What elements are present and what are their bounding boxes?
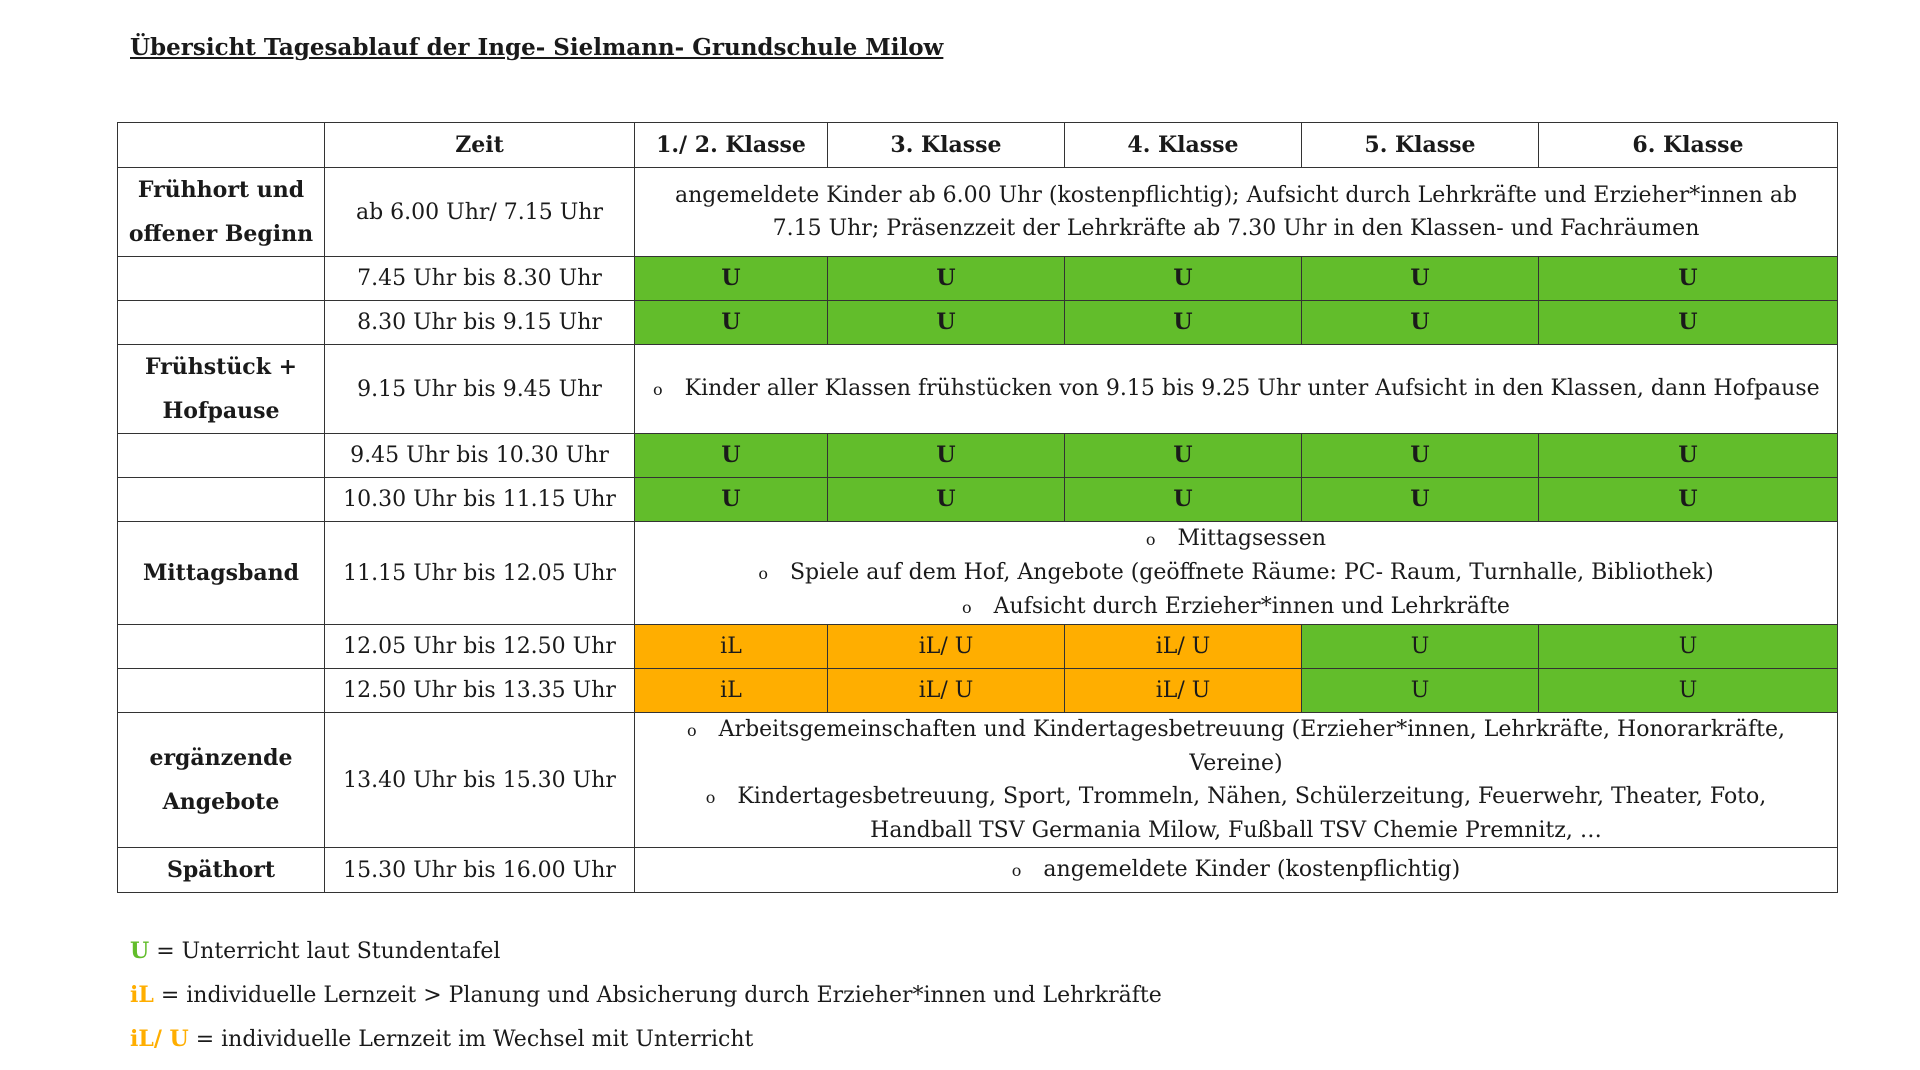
time-cell: 15.30 Uhr bis 16.00 Uhr (325, 848, 635, 893)
time-cell: 9.45 Uhr bis 10.30 Uhr (325, 434, 635, 478)
lesson-cell: U (1302, 301, 1539, 345)
time-cell: 9.15 Uhr bis 9.45 Uhr (325, 345, 635, 434)
lesson-cell: U (1065, 434, 1302, 478)
time-cell: 7.45 Uhr bis 8.30 Uhr (325, 257, 635, 301)
list-item (675, 780, 1797, 847)
time-cell: 13.40 Uhr bis 15.30 Uhr (325, 713, 635, 848)
lesson-cell: U (1302, 669, 1539, 713)
list-item (639, 590, 1833, 624)
time-cell: 10.30 Uhr bis 11.15 Uhr (325, 478, 635, 522)
lesson-cell: U (1065, 301, 1302, 345)
row-label-empty (118, 257, 325, 301)
row-label-empty (118, 669, 325, 713)
lesson-cell: U (828, 478, 1065, 522)
lesson-cell: U (1302, 434, 1539, 478)
legend-key: iL (130, 982, 154, 1008)
header-class-1-2: 1./ 2. Klasse (635, 123, 828, 168)
row-label-empty (118, 434, 325, 478)
lesson-cell: U (1539, 301, 1838, 345)
legend-key: iL/ U (130, 1026, 189, 1052)
lesson-cell: U (1065, 257, 1302, 301)
lesson-cell: U (828, 434, 1065, 478)
row-label-line: Hofpause (162, 398, 280, 424)
row-label-empty (118, 625, 325, 669)
table-row-slot6 (118, 669, 1838, 713)
lesson-cell: U (1065, 478, 1302, 522)
lesson-cell: U (1302, 257, 1539, 301)
lesson-cell: U (635, 257, 828, 301)
header-class-5: 5. Klasse (1302, 123, 1539, 168)
list-item-text: Spiele auf dem Hof, Angebote (geöffnete Räume: PC- Raum, Turnhalle, Bibliothek) (789, 560, 1714, 585)
bullet-icon: o (962, 598, 972, 617)
spaethort-description (635, 848, 1838, 893)
time-cell: 11.15 Uhr bis 12.05 Uhr (325, 522, 635, 625)
fruehstueck-text: Kinder aller Klassen frühstücken von 9.15 bis 9.25 Uhr unter Aufsicht in den Klassen, dann Hofpause (684, 376, 1820, 401)
row-label-fruehstueck (118, 345, 325, 434)
lesson-cell: U (1302, 625, 1539, 669)
mittagsband-description (635, 522, 1838, 625)
row-label-line: ergänzende (149, 745, 293, 771)
lernzeit-cell: iL/ U (828, 669, 1065, 713)
bullet-icon: o (653, 380, 663, 399)
lesson-cell: U (1539, 478, 1838, 522)
lernzeit-cell: iL (635, 669, 828, 713)
header-empty-cell (118, 123, 325, 168)
time-cell: ab 6.00 Uhr/ 7.15 Uhr (325, 168, 635, 257)
table-row-ergaenzende (118, 713, 1838, 848)
time-cell: 12.50 Uhr bis 13.35 Uhr (325, 669, 635, 713)
list-item (639, 522, 1833, 556)
legend-item-lernzeit (130, 982, 1162, 1008)
row-label-line: Frühstück + (144, 354, 298, 380)
list-item (639, 556, 1833, 590)
list-item-text: Mittagsessen (1177, 526, 1327, 551)
lesson-cell: U (1539, 257, 1838, 301)
lesson-cell: U (828, 301, 1065, 345)
list-item-text: Arbeitsgemeinschaften und Kindertagesbetreuung (Erzieher*innen, Lehrkräfte, Honorarkräfte, Vereine) (718, 717, 1785, 776)
lesson-cell: U (1539, 669, 1838, 713)
table-row-slot2 (118, 301, 1838, 345)
lesson-cell: U (828, 257, 1065, 301)
row-label-ergaenzende (118, 713, 325, 848)
row-label-line: offener Beginn (128, 221, 314, 247)
lesson-cell: U (635, 434, 828, 478)
fruehhort-description: angemeldete Kinder ab 6.00 Uhr (kostenpflichtig); Aufsicht durch Lehrkräfte und Erzieher*innen ab 7.15 Uhr; Präsenzzeit der Lehrkräfte ab 7.30 Uhr in den Klassen- und Fachräumen (635, 168, 1838, 257)
table-row-spaethort (118, 848, 1838, 893)
legend-item-unterricht (130, 938, 500, 964)
bullet-icon: o (687, 721, 697, 740)
list-item (675, 713, 1797, 780)
row-label-empty (118, 301, 325, 345)
time-cell: 12.05 Uhr bis 12.50 Uhr (325, 625, 635, 669)
lesson-cell: U (1302, 478, 1539, 522)
row-label-empty (118, 478, 325, 522)
bullet-icon: o (1011, 861, 1022, 880)
header-zeit: Zeit (325, 123, 635, 168)
list-item-text: Kindertagesbetreuung, Sport, Trommeln, Nähen, Schülerzeitung, Feuerwehr, Theater, Foto, Handball TSV Germania Milow, Fußball TSV Chemie Premnitz, … (737, 784, 1767, 843)
table-row-fruehhort (118, 168, 1838, 257)
lesson-cell: U (635, 478, 828, 522)
lernzeit-cell: iL (635, 625, 828, 669)
lesson-cell: U (1539, 625, 1838, 669)
header-row (118, 123, 1838, 168)
header-class-3: 3. Klasse (828, 123, 1065, 168)
lernzeit-cell: iL/ U (828, 625, 1065, 669)
table-row-slot1 (118, 257, 1838, 301)
spaethort-text: angemeldete Kinder (kostenpflichtig) (1043, 857, 1461, 882)
legend-item-lernzeit-wechsel (130, 1026, 753, 1052)
legend-text: = individuelle Lernzeit > Planung und Absicherung durch Erzieher*innen und Lehrkräfte (160, 983, 1162, 1008)
table-row-slot5 (118, 625, 1838, 669)
schedule-table (117, 122, 1838, 893)
bullet-icon: o (705, 788, 716, 807)
row-label-spaethort: Späthort (118, 848, 325, 893)
row-label-mittagsband: Mittagsband (118, 522, 325, 625)
legend-text: = individuelle Lernzeit im Wechsel mit Unterricht (195, 1027, 754, 1052)
bullet-icon: o (758, 564, 768, 583)
header-class-4: 4. Klasse (1065, 123, 1302, 168)
time-cell: 8.30 Uhr bis 9.15 Uhr (325, 301, 635, 345)
row-label-line: Angebote (162, 789, 280, 815)
row-label-fruehhort (118, 168, 325, 257)
row-label-line: Frühhort und (137, 177, 305, 203)
header-class-6: 6. Klasse (1539, 123, 1838, 168)
fruehstueck-description (635, 345, 1838, 434)
lesson-cell: U (635, 301, 828, 345)
bullet-icon: o (1145, 530, 1156, 549)
table-row-mittagsband (118, 522, 1838, 625)
page-title: Übersicht Tagesablauf der Inge- Sielmann- Grundschule Milow (130, 34, 944, 61)
list-item-text: Aufsicht durch Erzieher*innen und Lehrkräfte (993, 594, 1510, 619)
legend-key: U (130, 938, 150, 964)
table-row-fruehstueck (118, 345, 1838, 434)
legend-text: = Unterricht laut Stundentafel (156, 939, 501, 964)
lesson-cell: U (1539, 434, 1838, 478)
table-row-slot3 (118, 434, 1838, 478)
table-row-slot4 (118, 478, 1838, 522)
ergaenzende-description (635, 713, 1838, 848)
lernzeit-cell: iL/ U (1065, 625, 1302, 669)
lernzeit-cell: iL/ U (1065, 669, 1302, 713)
